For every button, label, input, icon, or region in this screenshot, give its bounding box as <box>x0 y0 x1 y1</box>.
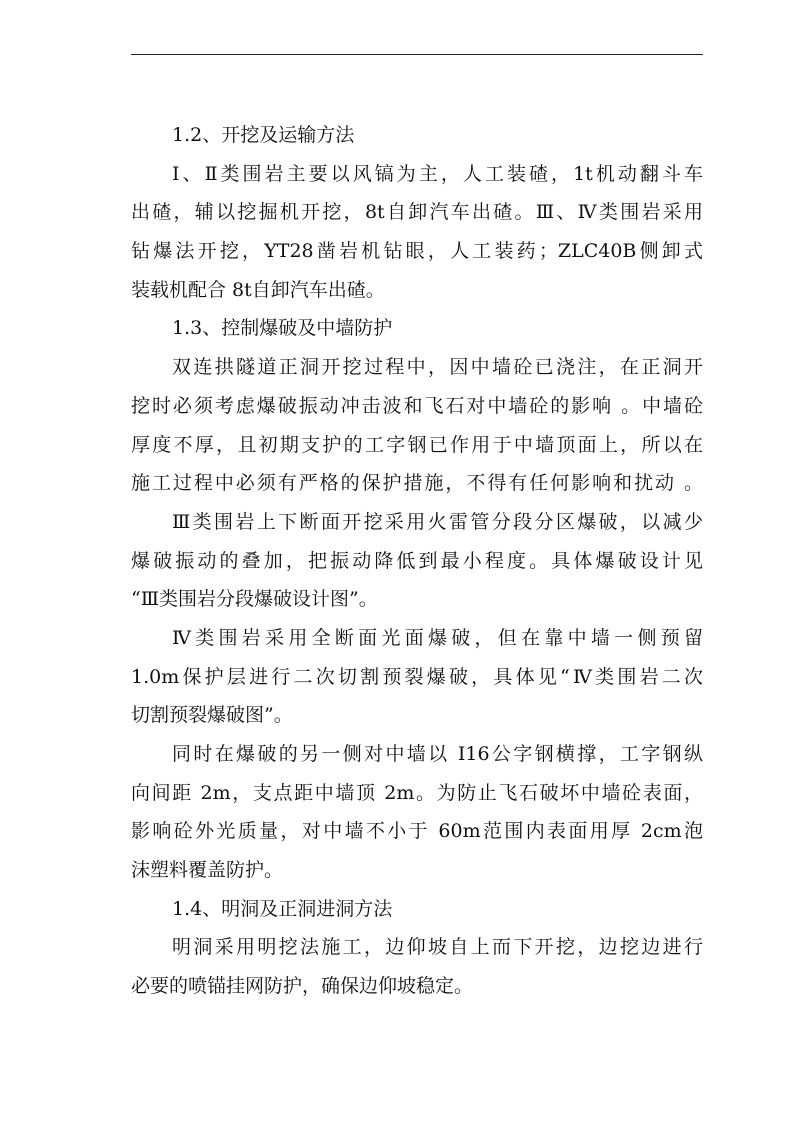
section-heading-1-3: 1.3、控制爆破及中墙防护 <box>172 317 393 340</box>
section-heading-1-2: 1.2、开挖及运输方法 <box>172 124 355 146</box>
paragraph-line: 双连拱隧道正洞开挖过程中，因中墙砼已浇注，在正洞开 <box>172 356 703 379</box>
paragraph-line: 施工过程中必须有严格的保护措施，不得有任何影响和扰动 。 <box>131 472 703 495</box>
paragraph-line: 沫塑料覆盖防护。 <box>131 859 284 882</box>
paragraph-line: 切割预裂爆破图”。 <box>131 704 293 727</box>
paragraph-line: 向间距 2m，支点距中墙顶 2m。为防止飞石破坏中墙砼表面， <box>131 781 703 804</box>
paragraph-line: 钻爆法开挖，YT28凿岩机钻眼，人工装药；ZLC40B侧卸式 <box>131 240 703 263</box>
paragraph-line: 出碴，辅以挖掘机开挖，8t自卸汽车出碴。Ⅲ、Ⅳ类围岩采用 <box>131 201 703 224</box>
paragraph-line: Ⅳ类围岩采用全断面光面爆破，但在靠中墙一侧预留 <box>172 626 703 649</box>
section-heading-1-4: 1.4、明洞及正洞进洞方法 <box>172 897 393 920</box>
paragraph-line: 1.0m保护层进行二次切割预裂爆破，具体见“Ⅳ类围岩二次 <box>131 665 703 688</box>
paragraph-line: 装载机配合 8t自卸汽车出碴。 <box>131 278 385 301</box>
paragraph-line: 同时在爆破的另一侧对中墙以 I16公字钢横撑，工字钢纵 <box>172 743 703 765</box>
paragraph-line: 厚度不厚，且初期支护的工字钢已作用于中墙顶面上，所以在 <box>131 433 703 456</box>
paragraph-line: 挖时必须考虑爆破振动冲击波和飞石对中墙砼的影响 。中墙砼 <box>131 394 703 417</box>
document-body <box>131 116 703 1006</box>
paragraph-line: 爆破振动的叠加，把振动降低到最小程度。具体爆破设计见 <box>131 549 703 572</box>
paragraph-line: 明洞采用明挖法施工，边仰坡自上而下开挖，边挖边进行 <box>172 936 703 959</box>
paragraph-line: Ⅲ类围岩上下断面开挖采用火雷管分段分区爆破，以减少 <box>172 510 703 533</box>
paragraph-line: 影响砼外光质量，对中墙不小于 60m范围内表面用厚 2cm泡 <box>131 820 703 843</box>
paragraph-line: Ⅰ、Ⅱ类围岩主要以风镐为主，人工装碴，1t机动翻斗车 <box>172 162 703 185</box>
header-rule <box>131 54 703 55</box>
paragraph-line: 必要的喷锚挂网防护，确保边仰坡稳定。 <box>131 975 474 998</box>
paragraph-line: “Ⅲ类围岩分段爆破设计图”。 <box>131 588 378 611</box>
